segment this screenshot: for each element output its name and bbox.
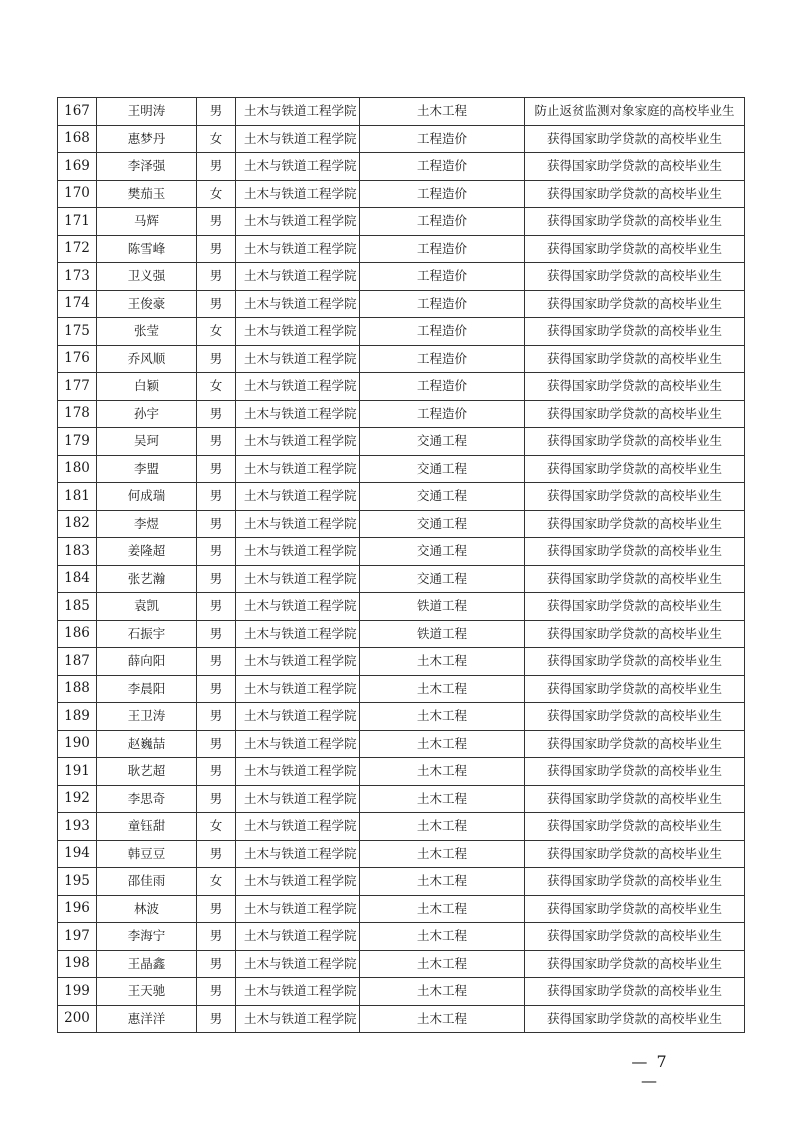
cell-major: 土木工程 [360,978,525,1006]
page-number: — 7 — [631,1052,669,1090]
cell-major: 工程造价 [360,318,525,346]
cell-college: 土木与铁道工程学院 [236,593,360,621]
cell-major: 土木工程 [360,868,525,896]
cell-gender: 男 [197,153,236,181]
cell-name: 惠洋洋 [97,1005,197,1033]
cell-name: 卫义强 [97,263,197,291]
table-row [58,235,745,263]
cell-name: 赵巍喆 [97,730,197,758]
cell-major: 土木工程 [360,758,525,786]
cell-number: 189 [58,703,97,731]
cell-name: 惠梦丹 [97,125,197,153]
cell-category: 获得国家助学贷款的高校毕业生 [525,758,745,786]
cell-gender: 男 [197,895,236,923]
cell-name: 姜隆超 [97,538,197,566]
table-row [58,648,745,676]
cell-college: 土木与铁道工程学院 [236,785,360,813]
cell-category: 获得国家助学贷款的高校毕业生 [525,538,745,566]
cell-college: 土木与铁道工程学院 [236,290,360,318]
cell-gender: 男 [197,1005,236,1033]
cell-name: 薛向阳 [97,648,197,676]
cell-number: 173 [58,263,97,291]
cell-number: 190 [58,730,97,758]
table-row [58,950,745,978]
cell-name: 何成瑞 [97,483,197,511]
cell-category: 获得国家助学贷款的高校毕业生 [525,648,745,676]
cell-number: 192 [58,785,97,813]
cell-college: 土木与铁道工程学院 [236,978,360,1006]
cell-major: 工程造价 [360,290,525,318]
cell-major: 工程造价 [360,400,525,428]
cell-gender: 女 [197,868,236,896]
table-row [58,538,745,566]
cell-college: 土木与铁道工程学院 [236,813,360,841]
cell-major: 土木工程 [360,703,525,731]
cell-major: 土木工程 [360,675,525,703]
cell-college: 土木与铁道工程学院 [236,345,360,373]
cell-name: 韩豆豆 [97,840,197,868]
cell-major: 土木工程 [360,813,525,841]
cell-number: 182 [58,510,97,538]
cell-gender: 女 [197,373,236,401]
cell-gender: 女 [197,180,236,208]
cell-number: 186 [58,620,97,648]
cell-name: 王俊豪 [97,290,197,318]
cell-college: 土木与铁道工程学院 [236,923,360,951]
cell-major: 交通工程 [360,428,525,456]
cell-category: 获得国家助学贷款的高校毕业生 [525,373,745,401]
cell-college: 土木与铁道工程学院 [236,153,360,181]
cell-name: 王卫涛 [97,703,197,731]
cell-name: 袁凯 [97,593,197,621]
table-row [58,565,745,593]
cell-number: 194 [58,840,97,868]
table-row [58,345,745,373]
cell-category: 获得国家助学贷款的高校毕业生 [525,318,745,346]
cell-name: 石振宇 [97,620,197,648]
table-row [58,428,745,456]
cell-major: 土木工程 [360,648,525,676]
table-row [58,840,745,868]
cell-name: 张艺瀚 [97,565,197,593]
cell-gender: 女 [197,813,236,841]
cell-number: 170 [58,180,97,208]
cell-category: 获得国家助学贷款的高校毕业生 [525,730,745,758]
cell-college: 土木与铁道工程学院 [236,208,360,236]
table-row [58,1005,745,1033]
cell-college: 土木与铁道工程学院 [236,455,360,483]
cell-major: 工程造价 [360,235,525,263]
cell-category: 获得国家助学贷款的高校毕业生 [525,428,745,456]
cell-college: 土木与铁道工程学院 [236,98,360,126]
cell-gender: 男 [197,98,236,126]
cell-number: 185 [58,593,97,621]
cell-number: 199 [58,978,97,1006]
cell-category: 获得国家助学贷款的高校毕业生 [525,923,745,951]
cell-category: 获得国家助学贷款的高校毕业生 [525,235,745,263]
cell-major: 土木工程 [360,923,525,951]
cell-gender: 男 [197,620,236,648]
cell-name: 李海宁 [97,923,197,951]
table-row [58,895,745,923]
table-row [58,208,745,236]
table-row [58,318,745,346]
cell-major: 工程造价 [360,373,525,401]
cell-college: 土木与铁道工程学院 [236,565,360,593]
cell-major: 交通工程 [360,455,525,483]
table-row [58,813,745,841]
cell-category: 获得国家助学贷款的高校毕业生 [525,813,745,841]
cell-number: 172 [58,235,97,263]
table-row [58,758,745,786]
table-row [58,620,745,648]
cell-category: 获得国家助学贷款的高校毕业生 [525,180,745,208]
cell-name: 马辉 [97,208,197,236]
cell-gender: 男 [197,593,236,621]
cell-gender: 男 [197,978,236,1006]
table-row [58,730,745,758]
cell-name: 李思奇 [97,785,197,813]
cell-category: 获得国家助学贷款的高校毕业生 [525,593,745,621]
cell-number: 187 [58,648,97,676]
cell-gender: 男 [197,950,236,978]
cell-name: 耿艺超 [97,758,197,786]
cell-number: 176 [58,345,97,373]
cell-gender: 男 [197,208,236,236]
cell-name: 王明涛 [97,98,197,126]
cell-name: 李晨阳 [97,675,197,703]
cell-major: 土木工程 [360,950,525,978]
cell-major: 工程造价 [360,208,525,236]
cell-college: 土木与铁道工程学院 [236,950,360,978]
cell-major: 工程造价 [360,125,525,153]
table-row [58,400,745,428]
cell-college: 土木与铁道工程学院 [236,318,360,346]
table-row [58,703,745,731]
cell-gender: 女 [197,318,236,346]
cell-number: 196 [58,895,97,923]
cell-name: 王晶鑫 [97,950,197,978]
cell-number: 195 [58,868,97,896]
cell-number: 197 [58,923,97,951]
cell-name: 林波 [97,895,197,923]
cell-number: 188 [58,675,97,703]
cell-gender: 男 [197,400,236,428]
cell-category: 获得国家助学贷款的高校毕业生 [525,400,745,428]
cell-number: 191 [58,758,97,786]
cell-gender: 男 [197,235,236,263]
table-row [58,125,745,153]
cell-major: 土木工程 [360,785,525,813]
cell-category: 获得国家助学贷款的高校毕业生 [525,978,745,1006]
cell-college: 土木与铁道工程学院 [236,373,360,401]
cell-college: 土木与铁道工程学院 [236,840,360,868]
table-row [58,978,745,1006]
cell-gender: 女 [197,125,236,153]
student-list-table [57,97,745,1033]
cell-major: 土木工程 [360,730,525,758]
cell-college: 土木与铁道工程学院 [236,428,360,456]
cell-number: 198 [58,950,97,978]
cell-college: 土木与铁道工程学院 [236,620,360,648]
cell-category: 获得国家助学贷款的高校毕业生 [525,455,745,483]
cell-gender: 男 [197,483,236,511]
cell-category: 获得国家助学贷款的高校毕业生 [525,153,745,181]
cell-gender: 男 [197,290,236,318]
cell-major: 交通工程 [360,510,525,538]
cell-college: 土木与铁道工程学院 [236,675,360,703]
cell-number: 181 [58,483,97,511]
table-row [58,868,745,896]
cell-name: 李盟 [97,455,197,483]
cell-category: 获得国家助学贷款的高校毕业生 [525,208,745,236]
cell-college: 土木与铁道工程学院 [236,538,360,566]
cell-category: 获得国家助学贷款的高校毕业生 [525,868,745,896]
table-row [58,153,745,181]
cell-number: 200 [58,1005,97,1033]
cell-major: 铁道工程 [360,593,525,621]
cell-category: 获得国家助学贷款的高校毕业生 [525,125,745,153]
cell-major: 交通工程 [360,565,525,593]
table-row [58,290,745,318]
cell-gender: 男 [197,510,236,538]
cell-name: 李煜 [97,510,197,538]
cell-name: 吴珂 [97,428,197,456]
cell-gender: 男 [197,923,236,951]
table-body [58,98,745,1033]
cell-number: 171 [58,208,97,236]
cell-number: 174 [58,290,97,318]
table-row [58,593,745,621]
cell-category: 获得国家助学贷款的高校毕业生 [525,785,745,813]
cell-name: 樊茄玉 [97,180,197,208]
cell-gender: 男 [197,758,236,786]
cell-name: 李泽强 [97,153,197,181]
cell-major: 交通工程 [360,538,525,566]
cell-gender: 男 [197,538,236,566]
cell-category: 获得国家助学贷款的高校毕业生 [525,565,745,593]
cell-number: 167 [58,98,97,126]
cell-number: 169 [58,153,97,181]
table-row [58,98,745,126]
cell-college: 土木与铁道工程学院 [236,648,360,676]
cell-name: 乔风顺 [97,345,197,373]
table-row [58,373,745,401]
cell-gender: 男 [197,840,236,868]
cell-major: 工程造价 [360,345,525,373]
cell-college: 土木与铁道工程学院 [236,400,360,428]
cell-gender: 男 [197,703,236,731]
cell-major: 土木工程 [360,98,525,126]
cell-category: 获得国家助学贷款的高校毕业生 [525,840,745,868]
cell-major: 工程造价 [360,153,525,181]
table-row [58,180,745,208]
table-row [58,455,745,483]
cell-category: 获得国家助学贷款的高校毕业生 [525,510,745,538]
cell-college: 土木与铁道工程学院 [236,868,360,896]
cell-major: 交通工程 [360,483,525,511]
table-row [58,483,745,511]
table-row [58,675,745,703]
cell-name: 张莹 [97,318,197,346]
cell-gender: 男 [197,785,236,813]
cell-name: 童钰甜 [97,813,197,841]
cell-number: 179 [58,428,97,456]
cell-major: 土木工程 [360,840,525,868]
cell-gender: 男 [197,455,236,483]
cell-college: 土木与铁道工程学院 [236,483,360,511]
cell-number: 184 [58,565,97,593]
table-row [58,510,745,538]
cell-college: 土木与铁道工程学院 [236,180,360,208]
cell-category: 获得国家助学贷款的高校毕业生 [525,1005,745,1033]
cell-category: 防止返贫监测对象家庭的高校毕业生 [525,98,745,126]
cell-category: 获得国家助学贷款的高校毕业生 [525,950,745,978]
cell-number: 180 [58,455,97,483]
cell-name: 邵佳雨 [97,868,197,896]
cell-major: 土木工程 [360,895,525,923]
cell-name: 陈雪峰 [97,235,197,263]
cell-number: 193 [58,813,97,841]
cell-gender: 男 [197,345,236,373]
cell-major: 土木工程 [360,1005,525,1033]
cell-category: 获得国家助学贷款的高校毕业生 [525,263,745,291]
cell-number: 177 [58,373,97,401]
cell-category: 获得国家助学贷款的高校毕业生 [525,620,745,648]
cell-gender: 男 [197,648,236,676]
cell-number: 168 [58,125,97,153]
cell-name: 白颖 [97,373,197,401]
cell-gender: 男 [197,675,236,703]
cell-college: 土木与铁道工程学院 [236,895,360,923]
cell-college: 土木与铁道工程学院 [236,703,360,731]
cell-college: 土木与铁道工程学院 [236,758,360,786]
table-row [58,263,745,291]
cell-name: 孙宇 [97,400,197,428]
cell-category: 获得国家助学贷款的高校毕业生 [525,345,745,373]
cell-major: 工程造价 [360,180,525,208]
cell-name: 王天驰 [97,978,197,1006]
cell-number: 178 [58,400,97,428]
cell-college: 土木与铁道工程学院 [236,235,360,263]
cell-number: 175 [58,318,97,346]
cell-number: 183 [58,538,97,566]
cell-major: 工程造价 [360,263,525,291]
table-row [58,785,745,813]
cell-college: 土木与铁道工程学院 [236,263,360,291]
cell-college: 土木与铁道工程学院 [236,125,360,153]
cell-college: 土木与铁道工程学院 [236,510,360,538]
table-row [58,923,745,951]
cell-category: 获得国家助学贷款的高校毕业生 [525,895,745,923]
cell-category: 获得国家助学贷款的高校毕业生 [525,675,745,703]
cell-college: 土木与铁道工程学院 [236,1005,360,1033]
cell-major: 铁道工程 [360,620,525,648]
cell-category: 获得国家助学贷款的高校毕业生 [525,290,745,318]
cell-gender: 男 [197,263,236,291]
cell-gender: 男 [197,428,236,456]
cell-category: 获得国家助学贷款的高校毕业生 [525,703,745,731]
cell-category: 获得国家助学贷款的高校毕业生 [525,483,745,511]
cell-gender: 男 [197,565,236,593]
cell-gender: 男 [197,730,236,758]
cell-college: 土木与铁道工程学院 [236,730,360,758]
